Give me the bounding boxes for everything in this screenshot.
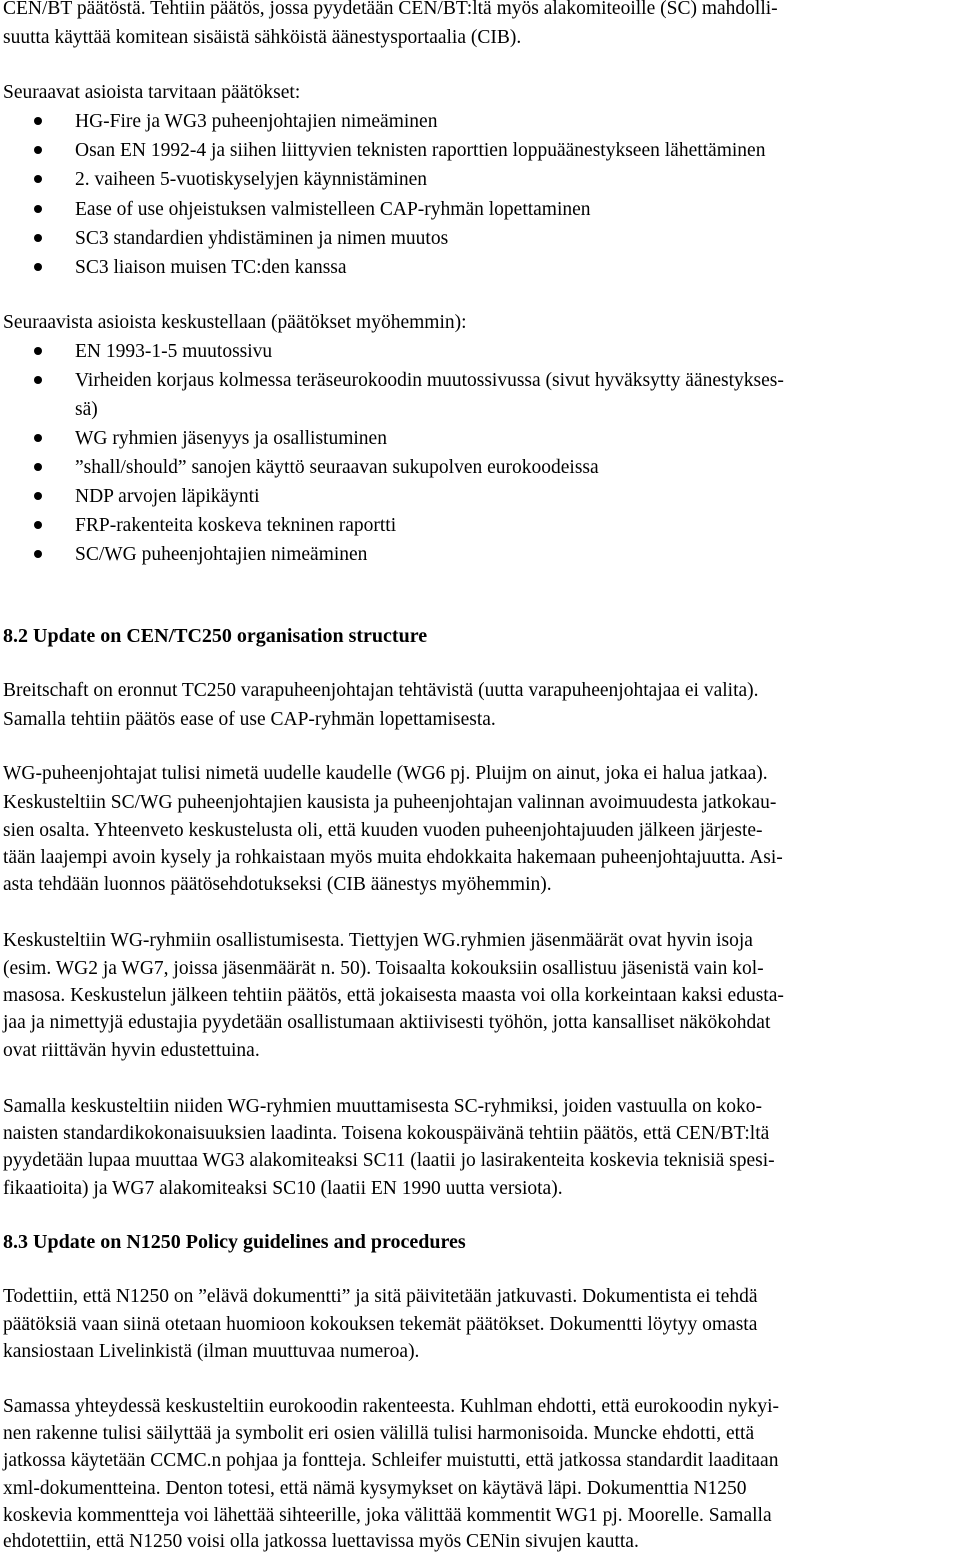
list-item: Ease of use ohjeistuksen valmistelleen CAP-ryhmän lopettaminen xyxy=(0,195,960,224)
bullet-icon xyxy=(34,492,42,500)
body-text-line: asta tehdään luonnos päätösehdotukseksi (CIB äänestys myöhemmin). xyxy=(3,874,552,895)
body-text-line: Samalla keskusteltiin niiden WG-ryhmien muuttamisesta SC-ryhmiksi, joiden vastuulla on koko- xyxy=(3,1096,762,1117)
bullet-icon xyxy=(34,263,42,271)
bullet-icon xyxy=(34,117,42,125)
decisions-intro: Seuraavat asioista tarvitaan päätökset: xyxy=(3,82,301,103)
body-text-line: jaa ja nimettyjä edustajia pyydetään osallistumaan aktiivisesti työhön, jotta kansalliset näkökohdat xyxy=(3,1012,771,1033)
body-text-line: Todettiin, että N1250 on ”elävä dokumentti” ja sitä päivitetään jatkuvasti. Dokumentista ei tehdä xyxy=(3,1286,758,1307)
bullet-icon xyxy=(34,463,42,471)
body-text-line: koskevia kommentteja voi lähettää sihteerille, joka välittää kommentit WG1 pj. Moorelle. Samalla xyxy=(3,1505,772,1526)
body-text-line: ovat riittävän hyvin edustettuina. xyxy=(3,1040,260,1061)
body-text-line: jatkossa käytetään CCMC.n pohjaa ja fontteja. Schleifer muistutti, että jatkossa standardit laaditaan xyxy=(3,1450,779,1471)
body-text-line: nen rakenne tulisi säilyttää ja symbolit eri osien välillä tulisi harmonisoida. Muncke ehdotti, että xyxy=(3,1423,755,1444)
list-item: 2. vaiheen 5-vuotiskyselyjen käynnistäminen xyxy=(0,165,960,194)
bullet-icon xyxy=(34,347,42,355)
body-text-line: fikaatioita) ja WG7 alakomiteaksi SC10 (laatii EN 1990 uutta versiota). xyxy=(3,1178,563,1199)
list-item: Virheiden korjaus kolmessa teräseurokoodin muutossivussa (sivut hyväksytty äänestykses- xyxy=(0,366,960,395)
list-item-continuation: sä) xyxy=(75,399,98,420)
list-item: EN 1993-1-5 muutossivu xyxy=(0,337,960,366)
body-text-line: xml-dokumentteina. Denton totesi, että nämä kysymykset on käytävä läpi. Dokumenttia N1250 xyxy=(3,1478,747,1499)
body-text-line: tään laajempi avoin kysely ja rohkaistaan myös muita ehdokkaita hakemaan puheenjohtajuutta. Asi- xyxy=(3,847,783,868)
section-heading: 8.2 Update on CEN/TC250 organisation structure xyxy=(3,625,428,647)
list-item: NDP arvojen läpikäynti xyxy=(0,482,960,511)
body-text-line: Samassa yhteydessä keskusteltiin eurokoodin rakenteesta. Kuhlman ehdotti, että eurokoodin nykyi- xyxy=(3,1396,780,1417)
body-text-line: Keskusteltiin WG-ryhmiin osallistumisesta. Tiettyjen WG.ryhmien jäsenmäärät ovat hyvin isoja xyxy=(3,930,753,951)
bullet-icon xyxy=(34,376,42,384)
body-text-line: WG-puheenjohtajat tulisi nimetä uudelle kaudelle (WG6 pj. Pluijm on ainut, joka ei halua jatkaa). xyxy=(3,763,768,784)
body-text-line: päätöksiä vaan siinä otetaan huomioon kokouksen tekemät päätökset. Dokumentti löytyy omasta xyxy=(3,1314,758,1335)
list-item: ”shall/should” sanojen käyttö seuraavan sukupolven eurokoodeissa xyxy=(0,453,960,482)
list-item: SC3 standardien yhdistäminen ja nimen muutos xyxy=(0,224,960,253)
section-heading: 8.3 Update on N1250 Policy guidelines and procedures xyxy=(3,1231,466,1253)
list-item: SC/WG puheenjohtajien nimeäminen xyxy=(0,540,960,569)
body-text-line: CEN/BT päätöstä. Tehtiin päätös, jossa pyydetään CEN/BT:ltä myös alakomiteoille (SC) mahdolli- xyxy=(3,0,778,19)
list-item: Osan EN 1992-4 ja siihen liittyvien teknisten raporttien loppuäänestykseen lähettäminen xyxy=(0,136,960,165)
body-text-line: naisten standardikokonaisuuksien laadinta. Toisena kokouspäivänä tehtiin päätös, että CEN/BT:ltä xyxy=(3,1123,770,1144)
bullet-icon xyxy=(34,175,42,183)
bullet-icon xyxy=(34,205,42,213)
body-text-line: sien osalta. Yhteenveto keskustelusta oli, että kuuden vuoden puheenjohtajuuden jälkeen järjeste- xyxy=(3,820,763,841)
body-text-line: kansiostaan Livelinkistä (ilman muuttuvaa numeroa). xyxy=(3,1341,420,1362)
list-item: SC3 liaison muisen TC:den kanssa xyxy=(0,253,960,282)
body-text-line: suutta käyttää komitean sisäistä sähköistä äänestysportaalia (CIB). xyxy=(3,27,522,48)
bullet-icon xyxy=(34,550,42,558)
body-text-line: Samalla tehtiin päätös ease of use CAP-ryhmän lopettamisesta. xyxy=(3,709,496,730)
bullet-icon xyxy=(34,146,42,154)
body-text-line: pyydetään lupaa muuttaa WG3 alakomiteaksi SC11 (laatii jo lasirakenteita koskevia teknisiä spesi- xyxy=(3,1150,775,1171)
list-item: FRP-rakenteita koskeva tekninen raportti xyxy=(0,511,960,540)
body-text-line: ehdotettiin, että N1250 voisi olla jatkossa luettavissa myös CENin sivujen kautta. xyxy=(3,1531,639,1552)
list-item: WG ryhmien jäsenyys ja osallistuminen xyxy=(0,424,960,453)
body-text-line: masosa. Keskustelun jälkeen tehtiin päätös, että jokaisesta maasta voi olla korkeintaan kaksi edusta- xyxy=(3,985,784,1006)
list-item: HG-Fire ja WG3 puheenjohtajien nimeäminen xyxy=(0,107,960,136)
bullet-icon xyxy=(34,521,42,529)
body-text-line: Keskusteltiin SC/WG puheenjohtajien kausista ja puheenjohtajan valinnan avoimuudesta jatkokau- xyxy=(3,792,777,813)
discussions-intro: Seuraavista asioista keskustellaan (päätökset myöhemmin): xyxy=(3,312,467,333)
body-text-line: (esim. WG2 ja WG7, joissa jäsenmäärät n. 50). Toisaalta kokouksiin osallistuu jäsenistä vain kol- xyxy=(3,958,764,979)
bullet-icon xyxy=(34,434,42,442)
body-text-line: Breitschaft on eronnut TC250 varapuheenjohtajan tehtävistä (uutta varapuheenjohtajaa ei valita). xyxy=(3,680,759,701)
bullet-icon xyxy=(34,234,42,242)
